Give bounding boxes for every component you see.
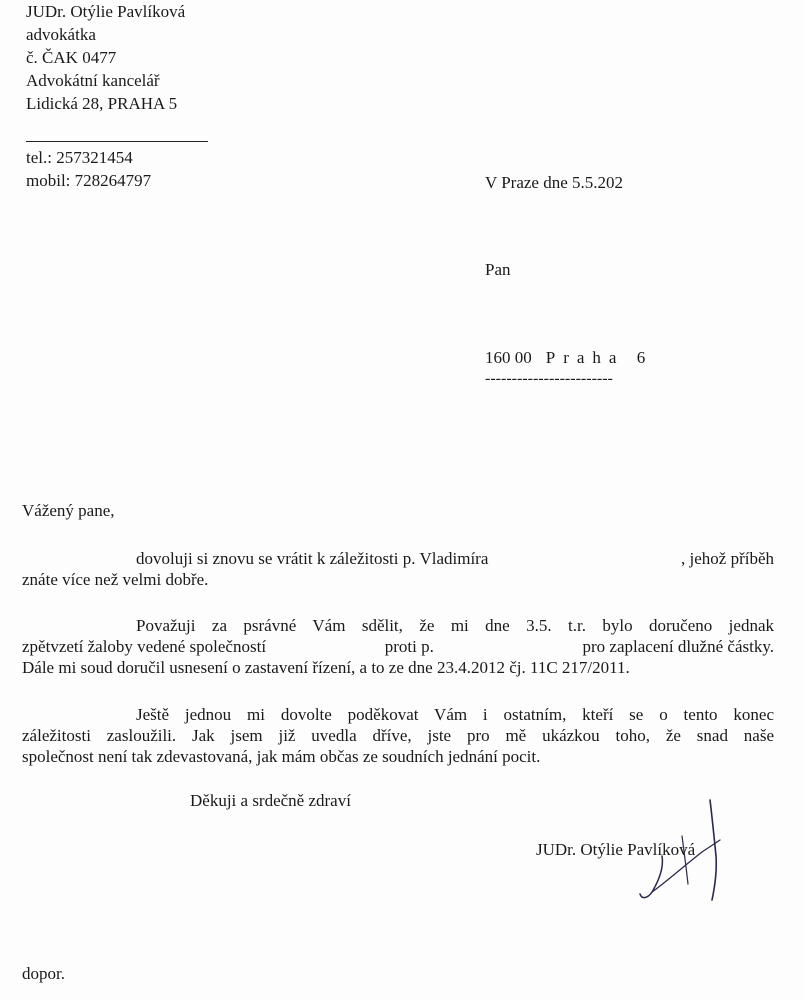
paragraph-1 [22, 548, 774, 590]
sender-title: advokátka [26, 25, 96, 44]
sender-cak-number: č. ČAK 0477 [26, 48, 117, 67]
paragraph-2-line-2-part-c: pro zaplacení dlužné částky. [582, 637, 774, 656]
sender-block [26, 0, 185, 115]
paragraph-3-line-3: společnost není tak zdevastovaná, jak mám občas ze soudních jednání pocit. [22, 747, 541, 766]
paragraph-2-line-2-part-a: zpětvzetí žaloby vedené společností [22, 637, 267, 656]
paragraph-3-line-1 [22, 704, 774, 725]
paragraph-2-line-1 [22, 615, 774, 636]
paragraph-1-line-1 [22, 548, 774, 569]
closing-line: Děkuji a srdečně zdraví [190, 791, 351, 810]
sender-name: JUDr. Otýlie Pavlíková [26, 2, 186, 21]
paragraph-1-line-2: znáte více než velmi dobře. [22, 570, 209, 589]
paragraph-3-line-1-text: Ještě jednou mi dovolte poděkovat Vám i ostatním, kteří se o tento konec [136, 705, 774, 724]
sender-divider [26, 141, 208, 142]
recipient-city: Praha 6 [545, 348, 654, 367]
handwritten-signature-icon [622, 796, 732, 906]
paragraph-2-line-2 [22, 636, 774, 657]
sender-address: Lidická 28, PRAHA 5 [26, 94, 178, 113]
paragraph-3-line-2-text: záležitosti zasloužili. Jak jsem již uvedla dříve, jste pro mě ukázkou toho, že snad naše [22, 726, 774, 745]
paragraph-2-line-1-text: Považuji za psrávné Vám sdělit, že mi dne 3.5. t.r. bylo doručeno jednak [136, 616, 774, 635]
paragraph-3-line-2 [22, 725, 774, 746]
contact-block [26, 146, 151, 192]
letter-salutation: Vážený pane, [22, 501, 115, 520]
sender-tel: tel.: 257321454 [26, 148, 133, 167]
paragraph-2-line-3: Dále mi soud doručil usnesení o zastavení řízení, a to ze dne 23.4.2012 čj. 11C 217/2011. [22, 658, 630, 677]
recipient-city-line [485, 347, 653, 369]
recipient-postcode: 160 00 [485, 348, 532, 367]
paragraph-2 [22, 615, 774, 678]
sender-mobil: mobil: 728264797 [26, 171, 152, 190]
paragraph-1-line-1-part-a: dovoluji si znovu se vrátit k záležitosti p. Vladimíra [136, 549, 489, 568]
paragraph-3 [22, 704, 774, 767]
paragraph-2-line-2-part-b: proti p. [384, 637, 434, 656]
signature-name: JUDr. Otýlie Pavlíková [536, 840, 696, 859]
recipient-underline: ------------------------ [485, 370, 613, 387]
recipient-salutation: Pan [485, 260, 511, 279]
paragraph-1-line-1-part-b: , jehož příběh [681, 549, 774, 568]
footer-note: dopor. [22, 964, 65, 983]
sender-office: Advokátní kancelář [26, 71, 160, 90]
letter-date: V Praze dne 5.5.202 [485, 173, 624, 192]
